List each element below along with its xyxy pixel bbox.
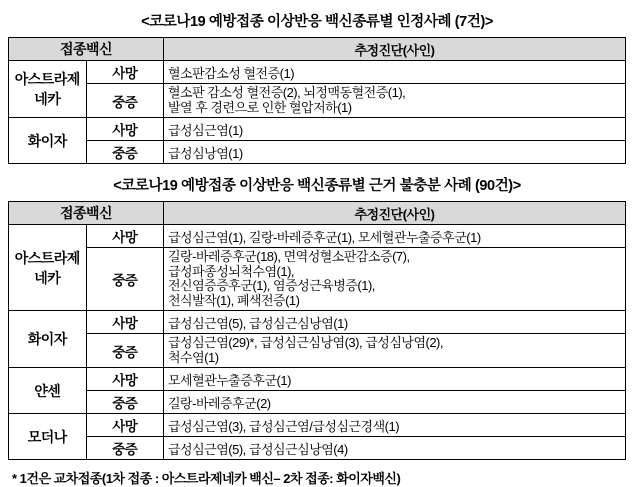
- table2-header-diagnosis: 추정진단(사인): [164, 202, 626, 225]
- table2-head: [9, 202, 626, 225]
- table-row: [9, 225, 626, 248]
- table-row: [9, 391, 626, 414]
- table1-severity-severe: 중증: [86, 141, 164, 164]
- table2-severity-severe: 중증: [86, 437, 164, 460]
- table1-vaccine-pfizer: 화이자: [9, 118, 87, 164]
- diagnosis-line: 혈소판 감소성 혈전증(2), 뇌정맥동혈전증(1),: [168, 85, 406, 100]
- table2-severity-death: 사망: [86, 414, 164, 437]
- table2-severity-severe: 중증: [86, 248, 164, 311]
- table1-severity-death: 사망: [86, 61, 164, 84]
- insufficient-evidence-cases-table: [8, 201, 626, 460]
- table2-severity-death: 사망: [86, 225, 164, 248]
- table1-header-row: [9, 38, 626, 61]
- diagnosis-line: 급성심근염(29)*, 급성심근심낭염(3), 급성심낭염(2),: [168, 335, 443, 351]
- table-row: [9, 334, 626, 368]
- table2-vaccine-astrazeneca: 아스트라제네카: [9, 225, 87, 311]
- table-row: [9, 311, 626, 334]
- table2-severity-death: 사망: [86, 368, 164, 391]
- table1-header-vaccine: 접종백신: [9, 38, 164, 61]
- table-row: [9, 368, 626, 391]
- table1-diagnosis-pfizer-severe: 급성심낭염(1): [164, 141, 626, 164]
- table-row: [9, 248, 626, 311]
- table2-vaccine-janssen: 얀센: [9, 368, 87, 414]
- table1-header-diagnosis: 추정진단(사인): [164, 38, 626, 61]
- table2-diagnosis-janssen-death: 모세혈관누출증후군(1): [164, 368, 626, 391]
- diagnosis-line: 급성파종성뇌척수염(1),: [168, 263, 295, 279]
- footnote: * 1건은 교차접종(1차 접종 : 아스트라제네카 백신– 2차 접종: 화이자백신): [12, 471, 401, 487]
- table1-diagnosis-az-death: 혈소판감소성 혈전증(1): [164, 61, 626, 84]
- table1-head: [9, 38, 626, 61]
- table1-diagnosis-pfizer-death: 급성심근염(1): [164, 118, 626, 141]
- table2-diagnosis-pfizer-severe: [164, 334, 626, 368]
- table1-diagnosis-az-severe: [164, 84, 626, 118]
- table-row: [9, 84, 626, 118]
- table2-diagnosis-moderna-severe: 급성심근염(5), 급성심근심낭염(4): [164, 437, 626, 460]
- table2-diagnosis-az-severe: [164, 248, 626, 311]
- table2-diagnosis-pfizer-death: 급성심근염(5), 급성심근심낭염(1): [164, 311, 626, 334]
- table2-severity-death: 사망: [86, 311, 164, 334]
- table2-body: [9, 225, 626, 460]
- table-row: [9, 141, 626, 164]
- diagnosis-line: 발열 후 경련으로 인한 혈압저하(1): [168, 99, 352, 115]
- diagnosis-line: 길랑-바레증후군(18), 면역성혈소판감소증(7),: [168, 249, 410, 265]
- table1-vaccine-astrazeneca: 아스트라제네카: [9, 61, 87, 118]
- table2-diagnosis-az-death: 급성심근염(1), 길랑-바레증후군(1), 모세혈관누출증후군(1): [164, 225, 626, 248]
- table2-severity-severe: 중증: [86, 334, 164, 368]
- table2-header-vaccine: 접종백신: [9, 202, 164, 225]
- table2-severity-severe: 중증: [86, 391, 164, 414]
- diagnosis-line: 척수염(1): [168, 349, 219, 365]
- recognized-cases-table: [8, 37, 626, 164]
- table-row: [9, 61, 626, 84]
- table-row: [9, 414, 626, 437]
- table-row: [9, 437, 626, 460]
- table1-severity-severe: 중증: [86, 84, 164, 118]
- table1-title: <코로나19 예방접종 이상반응 백신종류별 인정사례 (7건)>: [141, 14, 493, 30]
- table2-vaccine-moderna: 모더나: [9, 414, 87, 460]
- table-row: [9, 118, 626, 141]
- table2-diagnosis-moderna-death: 급성심근염(3), 급성심근염/급성심근경색(1): [164, 414, 626, 437]
- table2-header-row: [9, 202, 626, 225]
- diagnosis-line: 천식발작(1), 폐색전증(1): [168, 292, 300, 308]
- table2-title: <코로나19 예방접종 이상반응 백신종류별 근거 불충분 사례 (90건)>: [113, 178, 521, 195]
- table2-diagnosis-janssen-severe: 길랑-바레증후군(2): [164, 391, 626, 414]
- table1-severity-death: 사망: [86, 118, 164, 141]
- table1-body: [9, 61, 626, 164]
- diagnosis-line: 전신염증증후군(1), 염증성근육병증(1),: [168, 278, 375, 294]
- table2-vaccine-pfizer: 화이자: [9, 311, 87, 368]
